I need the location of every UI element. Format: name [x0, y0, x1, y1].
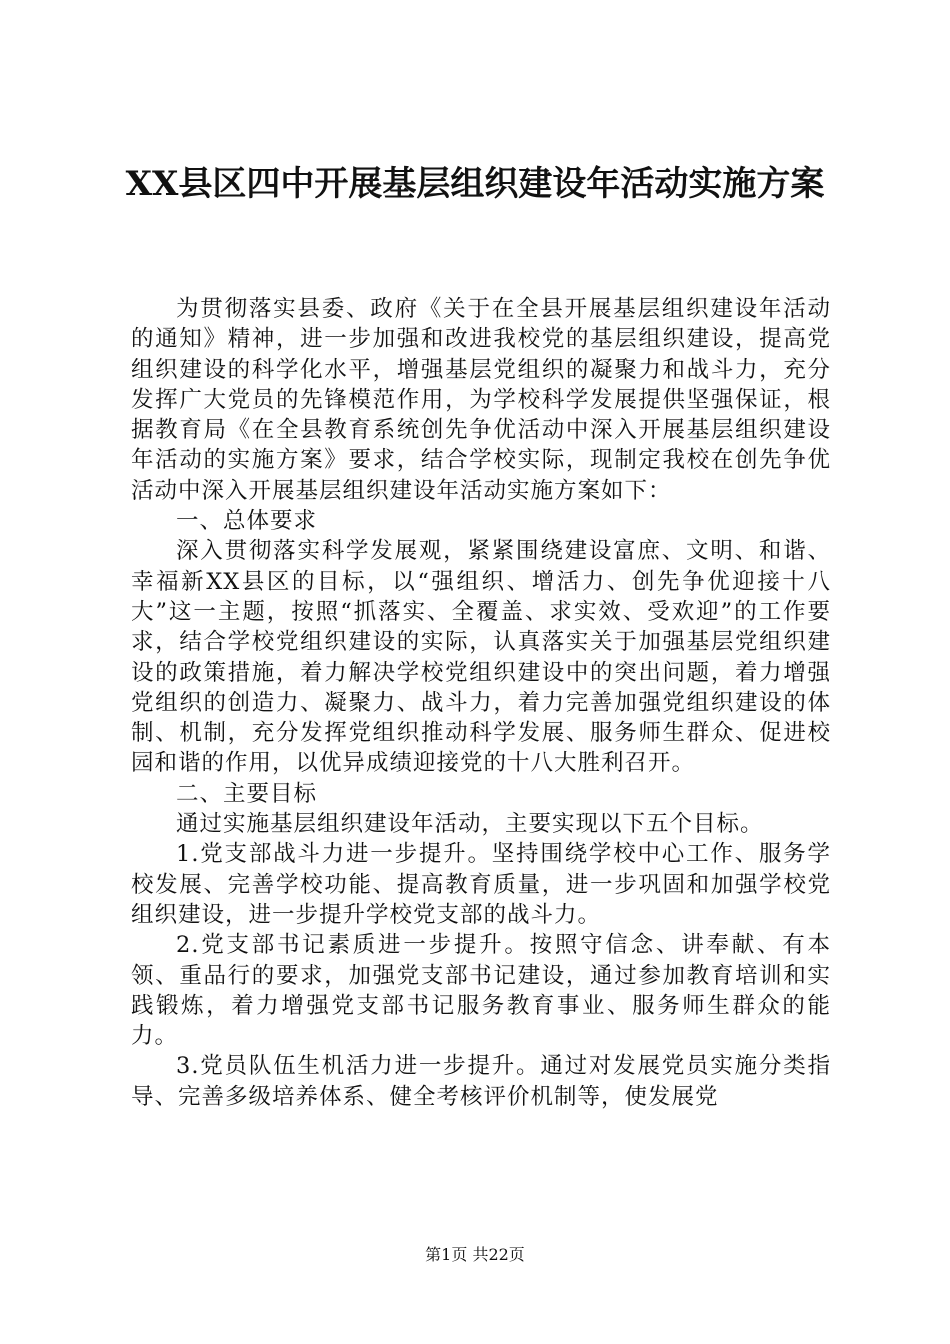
paragraph-general-requirements: 深入贯彻落实科学发展观，紧紧围绕建设富庶、文明、和谐、幸福新XX县区的目标，以“强组织、增活力、创先争优迎接十八大”这一主题，按照“抓落实、全覆盖、求实效、受欢迎”的工作要求，结合学校党组织建设的实际，认真落实关于加强基层党组织建设的政策措施，着力解决学校党组织建设中的突出问题，着力增强党组织的创造力、凝聚力、战斗力，着力完善加强党组织建设的体制、机制，充分发挥党组织推动科学发展、服务师生群众、促进校园和谐的作用，以优异成绩迎接党的十八大胜利召开。	[131, 538, 831, 777]
goal-item-2: 2.党支部书记素质进一步提升。按照守信念、讲奉献、有本领、重品行的要求，加强党支部书记建设，通过参加教育培训和实践锻炼，着力增强党支部书记服务教育事业、服务师生群众的能力。	[131, 932, 831, 1050]
page-footer: 第1页 共22页	[425, 1245, 525, 1264]
section-heading-main-goals: 二、主要目标	[176, 780, 318, 807]
section-heading-general-requirements: 一、总体要求	[176, 508, 318, 535]
document-title: XX县区四中开展基层组织建设年活动实施方案	[125, 164, 825, 204]
paragraph-main-goals-intro: 通过实施基层组织建设年活动，主要实现以下五个目标。	[176, 811, 764, 838]
goal-item-1: 1.党支部战斗力进一步提升。坚持围绕学校中心工作、服务学校发展、完善学校功能、提高教育质量，进一步巩固和加强学校党组织建设，进一步提升学校党支部的战斗力。	[131, 841, 831, 928]
paragraph-intro: 为贯彻落实县委、政府《关于在全县开展基层组织建设年活动的通知》精神，进一步加强和改进我校党的基层组织建设，提高党组织建设的科学化水平，增强基层党组织的凝聚力和战斗力，充分发挥广大党员的先锋模范作用，为学校科学发展提供坚强保证，根据教育局《在全县教育系统创先争优活动中深入开展基层组织建设年活动的实施方案》要求，结合学校实际，现制定我校在创先争优活动中深入开展基层组织建设年活动实施方案如下：	[131, 296, 831, 504]
document-body	[131, 294, 831, 1112]
goal-item-3: 3.党员队伍生机活力进一步提升。通过对发展党员实施分类指导、完善多级培养体系、健全考核评价机制等，使发展党	[131, 1053, 831, 1110]
